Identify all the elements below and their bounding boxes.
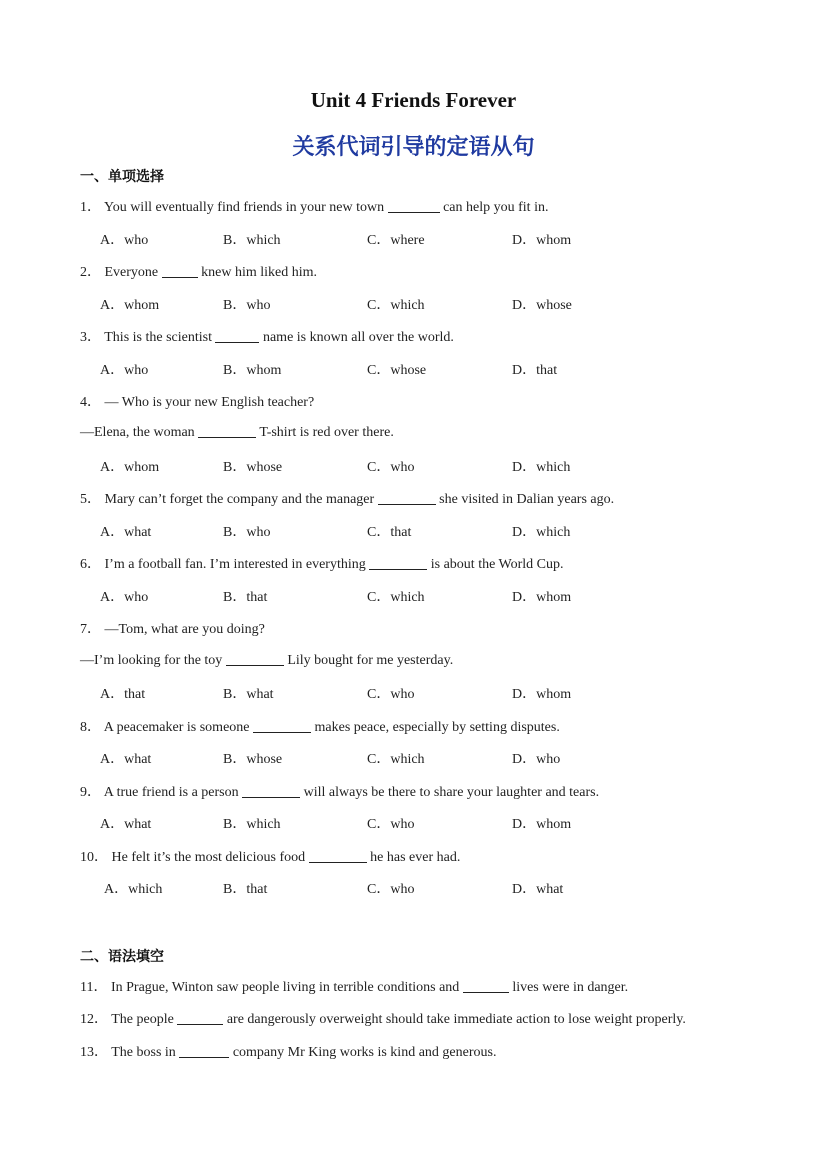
answer-blank xyxy=(378,490,436,505)
question-7: 7． —Tom, what are you doing? xyxy=(80,622,265,637)
option-b: B．what xyxy=(223,687,274,702)
answer-blank xyxy=(162,263,198,278)
answer-blank xyxy=(226,651,284,666)
option-b: B．which xyxy=(223,817,281,832)
option-c: C．whose xyxy=(367,363,427,378)
question-4: 4． — Who is your new English teacher? xyxy=(80,395,315,410)
option-b: B．whom xyxy=(223,363,282,378)
option-c: C．which xyxy=(367,752,425,767)
option-c: C．where xyxy=(367,233,425,248)
page-subtitle: 关系代词引导的定语从句 xyxy=(292,135,535,160)
question-7-reply: —I’m looking for the toy Lily bought for me yesterday. xyxy=(80,653,454,668)
question-10: 10． He felt it’s the most delicious food he has ever had. xyxy=(80,850,461,865)
question-11: 11． In Prague, Winton saw people living in terrible conditions and lives were in danger. xyxy=(80,980,629,995)
answer-blank xyxy=(463,978,509,993)
question-1: 1． You will eventually find friends in your new town can help you fit in. xyxy=(80,200,549,215)
option-b: B．which xyxy=(223,233,281,248)
option-a: A．which xyxy=(104,882,163,897)
option-c: C．which xyxy=(367,298,425,313)
answer-blank xyxy=(198,423,256,438)
option-d: D．which xyxy=(512,460,571,475)
option-d: D．which xyxy=(512,525,571,540)
answer-blank xyxy=(309,848,367,863)
page-title: Unit 4 Friends Forever xyxy=(310,88,517,112)
option-d: D．whom xyxy=(512,233,572,248)
option-a: A．what xyxy=(100,817,152,832)
option-d: D．what xyxy=(512,882,564,897)
option-b: B．that xyxy=(223,590,268,605)
answer-blank xyxy=(215,328,259,343)
option-b: B．who xyxy=(223,525,271,540)
option-a: A．that xyxy=(100,687,146,702)
option-c: C．that xyxy=(367,525,412,540)
answer-blank xyxy=(369,555,427,570)
question-9: 9． A true friend is a person will always be there to share your laughter and tears. xyxy=(80,785,600,800)
answer-blank xyxy=(177,1010,223,1025)
question-5: 5． Mary can’t forget the company and the manager she visited in Dalian years ago. xyxy=(80,492,615,507)
question-3: 3． This is the scientist name is known all over the world. xyxy=(80,330,454,345)
question-6: 6． I’m a football fan. I’m interested in everything is about the World Cup. xyxy=(80,557,564,572)
option-d: D．whose xyxy=(512,298,572,313)
question-8: 8． A peacemaker is someone makes peace, especially by setting disputes. xyxy=(80,720,560,735)
option-c: C．who xyxy=(367,687,415,702)
option-c: C．who xyxy=(367,882,415,897)
question-4-reply: —Elena, the woman T-shirt is red over there. xyxy=(80,425,394,440)
question-2: 2． Everyone knew him liked him. xyxy=(80,265,318,280)
option-d: D．who xyxy=(512,752,561,767)
option-b: B．who xyxy=(223,298,271,313)
option-d: D．whom xyxy=(512,687,572,702)
option-b: B．whose xyxy=(223,460,283,475)
option-a: A．who xyxy=(100,590,149,605)
answer-blank xyxy=(388,198,440,213)
option-c: C．who xyxy=(367,460,415,475)
option-a: A．who xyxy=(100,233,149,248)
section-heading-multiple-choice: 一、单项选择 xyxy=(80,169,164,185)
question-13: 13． The boss in company Mr King works is kind and generous. xyxy=(80,1045,497,1060)
option-a: A．whom xyxy=(100,460,160,475)
option-a: A．what xyxy=(100,752,152,767)
option-d: D．whom xyxy=(512,590,572,605)
option-a: A．whom xyxy=(100,298,160,313)
option-c: C．which xyxy=(367,590,425,605)
option-a: A．who xyxy=(100,363,149,378)
answer-blank xyxy=(242,783,300,798)
option-d: D．that xyxy=(512,363,558,378)
answer-blank xyxy=(253,718,311,733)
option-b: B．that xyxy=(223,882,268,897)
option-d: D．whom xyxy=(512,817,572,832)
option-b: B．whose xyxy=(223,752,283,767)
answer-blank xyxy=(179,1043,229,1058)
option-c: C．who xyxy=(367,817,415,832)
section-heading-grammar-fill: 二、语法填空 xyxy=(80,949,164,965)
option-a: A．what xyxy=(100,525,152,540)
question-12: 12． The people are dangerously overweight should take immediate action to lose weight properly. xyxy=(80,1012,686,1027)
